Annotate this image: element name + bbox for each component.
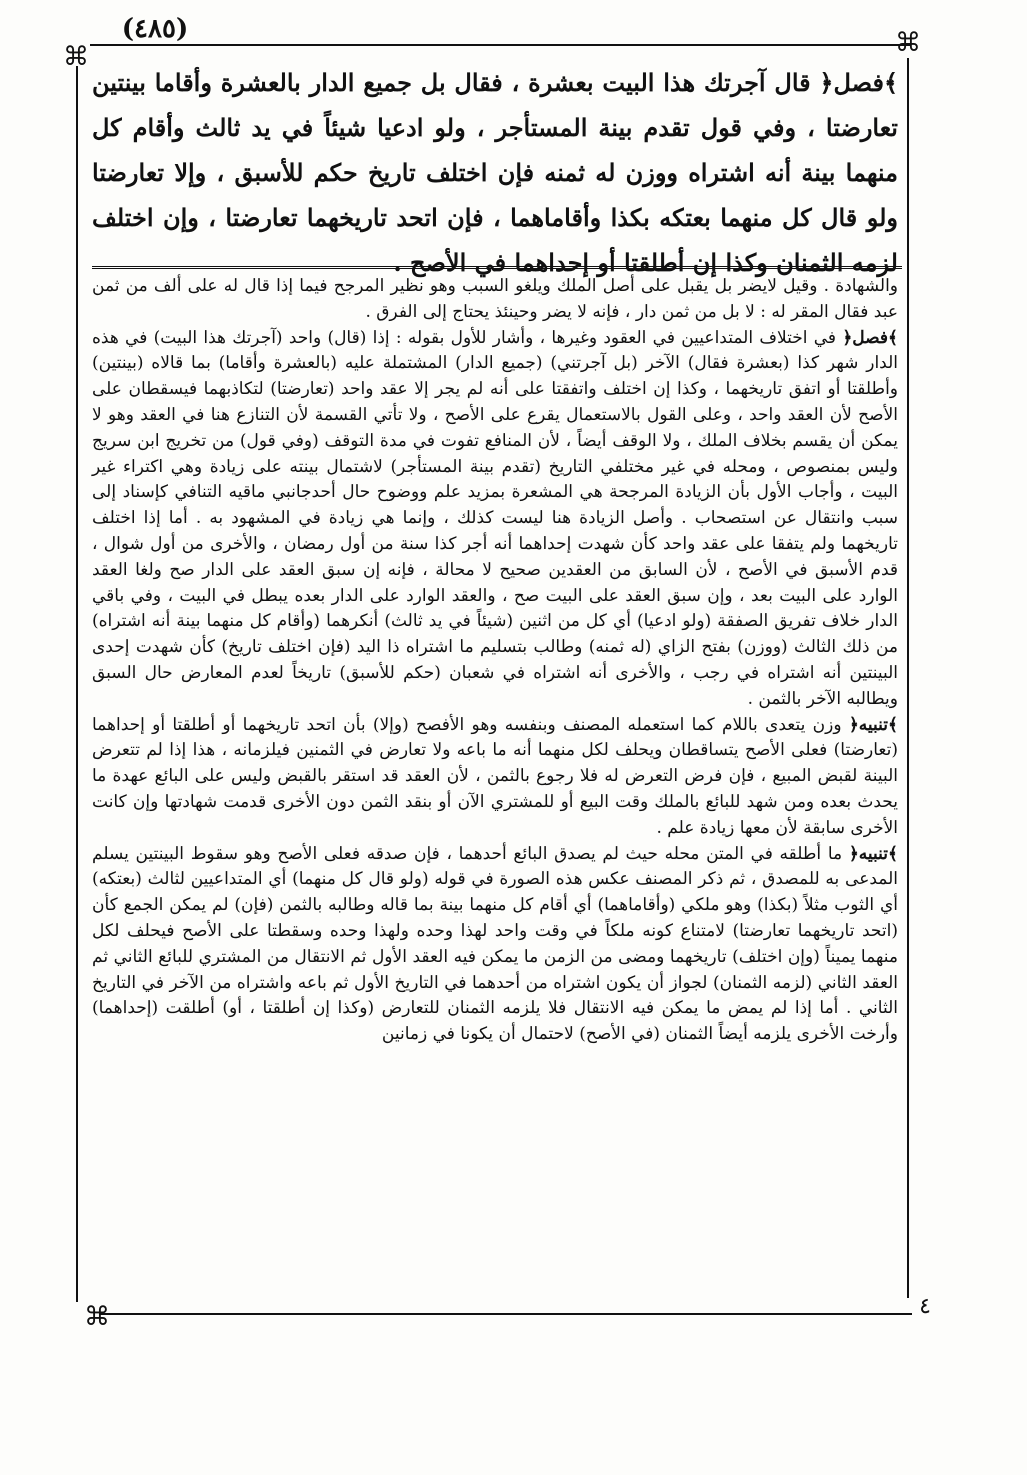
paragraph-heading: ﴾تنبيه﴿: [848, 843, 898, 864]
main-body: قال آجرتك هذا البيت بعشرة ، فقال بل جميع الدار بالعشرة وأقاما بينتين تعارضتا ، وفي قول تقدم بينة المستأجر ، ولو ادعيا شيئاً في يد ثالث وأقام كل منهما بينة أنه اشتراه ووزن له ثمنه فإن اختلف تاريخ حكم للأسبق ، وإلا تعارضتا ولو قال كل منهما بعتكه بكذا وأقاماهما ، فإن اتحد تاريخهما تعارضتا ، وإن اختلف لزمه الثمنان وكذا إن أطلقتا أو إحداهما في الأصح .: [92, 68, 898, 277]
frame-left-rule: [76, 66, 78, 1302]
page-marker: ٤: [919, 1294, 931, 1319]
paragraph-body: وزن يتعدى باللام كما استعمله المصنف وبنفسه وهو الأفصح (وإلا) بأن اتحد تاريخهما أو أطلقتا أو إحداهما (تعارضتا) فعلى الأصح يتساقطان ويحلف لكل منهما أنه ما باعه ولا تعارض في الثمنين فيلزمانه ، هذا إذا لم تتعرض البينة لقبض المبيع ، فإن فرض التعرض له فلا رجوع بالثمن ، لأن العقد قد استقر بالقبض وليس على البائع عهدة ما يحدث بعده ومن شهد للبائع بالملك وقت البيع أو للمشتري الآن أو بنقد الثمن دون الأخرى قدمت شهادتها وإن كانت الأخرى سابقة لأن معها زيادة علم .: [92, 714, 898, 838]
frame-bottom-rule: [100, 1313, 912, 1315]
corner-ornament-icon: ⌘: [63, 42, 89, 72]
close-bracket: ﴿: [819, 68, 834, 97]
commentary-paragraph: [92, 326, 898, 713]
commentary-paragraph: [92, 842, 898, 1048]
commentary: [92, 274, 898, 1048]
frame-top-rule: [90, 44, 910, 46]
corner-ornament-icon: ⌘: [895, 28, 921, 58]
corner-ornament-icon: ⌘: [84, 1302, 110, 1332]
main-text: [92, 60, 898, 285]
open-bracket: ﴾: [883, 68, 898, 97]
page-number: (٤٨٥): [121, 14, 189, 44]
paragraph-body: في اختلاف المتداعيين في العقود وغيرها ، وأشار للأول بقوله : إذا (قال) واحد (آجرتك هذا البيت) في هذه الدار شهر كذا (بعشرة فقال) الآخر (بل آجرتني) (جميع الدار) المشتملة عليه (بالعشرة وأقاما) بما قالاه (بينتين) وأطلقتا أو اتفق تاريخهما ، وكذا إن اختلف واتفقتا على أنه لم يجر إلا عقد واحد (تعارضتا) لتكاذبهما فيسقطان على الأصح لأن العقد واحد ، وعلى القول بالاستعمال يقرع على الأصح ، ولا تأتي القسمة لأن التنازع هنا في العقد وهو لا يمكن أن يقسم بخلاف الملك ، ولا الوقف أيضاً ، لأن المنافع تفوت في مدة التوقف (وفي قول) من تخريج ابن سريج وليس بمنصوص ، ومحله في غير مختلفي التاريخ (تقدم بينة المستأجر) لاشتمال بينته على زيادة وهي اكتراء غير البيت ، وأجاب الأول بأن الزيادة المرجحة هي المشعرة بمزيد علم ووضوح حال أحدجانبي ماقيه التنافي كإسناد إلى سبب وانتقال عن استصحاب . وأصل الزيادة هنا ليست كذلك ، وإنما هي زيادة في المشهود به . أما إذا اختلف تاريخهما ولم يتفقا على عقد واحد كأن شهدت إحداهما أنه أجر كذا سنة من أول رمضان ، والأخرى من أول شوال ، قدم الأسبق في الأصح ، لأن السابق من العقدين صحيح لا محالة ، فإنه إن سبق العقد على الدار صح ولغا العقد الوارد على البيت بعد ، وإن سبق العقد على البيت صح ، والعقد الوارد على الدار بعده يبطل في البيت ، وفي باقي الدار خلاف تفريق الصفقة (ولو ادعيا) أي كل من اثنين (شيئاً في يد ثالث) أنكرهما (وأقام كل منهما بينة أنه اشتراه) من ذلك الثالث (ووزن) بفتح الزاي (له ثمنه) وطالب بتسليم ما اشتراه ذا اليد (فإن اختلف تاريخ) كأن شهدت إحدى البينتين أنه اشتراه في رجب ، والأخرى أنه اشتراه في شعبان (حكم للأسبق) تاريخاً لعدم المعارض حال السبق ويطالبه الآخر بالثمن .: [92, 327, 899, 709]
section-divider: [92, 266, 902, 269]
paragraph-heading: ﴾تنبيه﴿: [848, 714, 898, 735]
frame-right-rule: [907, 58, 909, 1298]
paragraph-heading: ﴾فصل﴿: [842, 327, 898, 348]
commentary-paragraph: والشهادة . وقيل لايضر بل يقبل على أصل الملك ويلغو السبب وهو نظير المرجح فيما إذا قال له على ألف من ثمن عبد فقال المقر له : لا بل من ثمن دار ، فإنه لا يضر وحينئذ يحتاج إلى الفرق .: [92, 276, 898, 322]
main-heading: فصل: [833, 68, 884, 97]
commentary-paragraph: [92, 713, 898, 842]
paragraph-body: ما أطلقه في المتن محله حيث لم يصدق البائع أحدهما ، فإن صدقه فعلى الأصح وهو سقوط البينتين يسلم المدعى به للمصدق ، ثم ذكر المصنف عكس هذه الصورة في قوله (ولو قال كل منهما) أي المتداعيين لثالث (بعتكه) أي الثوب مثلاً (بكذا) وهو ملكي (وأقاماهما) أي أقام كل منهما بينة بما قاله وطالبه بالثمن (فإن) لم يمكن الجمع كأن (اتحد تاريخهما تعارضتا) لامتناع كونه ملكاً في وقت واحد لهذا وحده ولهذا وحده وسقطتا على الأصح فيحلف لكل منهما يميناً (وإن اختلف) تاريخهما ومضى من الزمن ما يمكن فيه العقد الأول ثم الانتقال من المشتري للبائع الثاني ثم العقد الثاني (لزمه الثمنان) لجواز أن يكون اشتراه من أحدهما في التاريخ الأول ثم باعه واشتراه من الآخر في التاريخ الثاني . أما إذا لم يمض ما يمكن فيه الانتقال فلا يلزمه الثمنان للتعارض (وكذا إن أطلقتا ، أو) أطلقت (إحداهما) وأرخت الأخرى يلزمه أيضاً الثمنان (في الأصح) لاحتمال أن يكونا في زمانين: [92, 843, 898, 1045]
